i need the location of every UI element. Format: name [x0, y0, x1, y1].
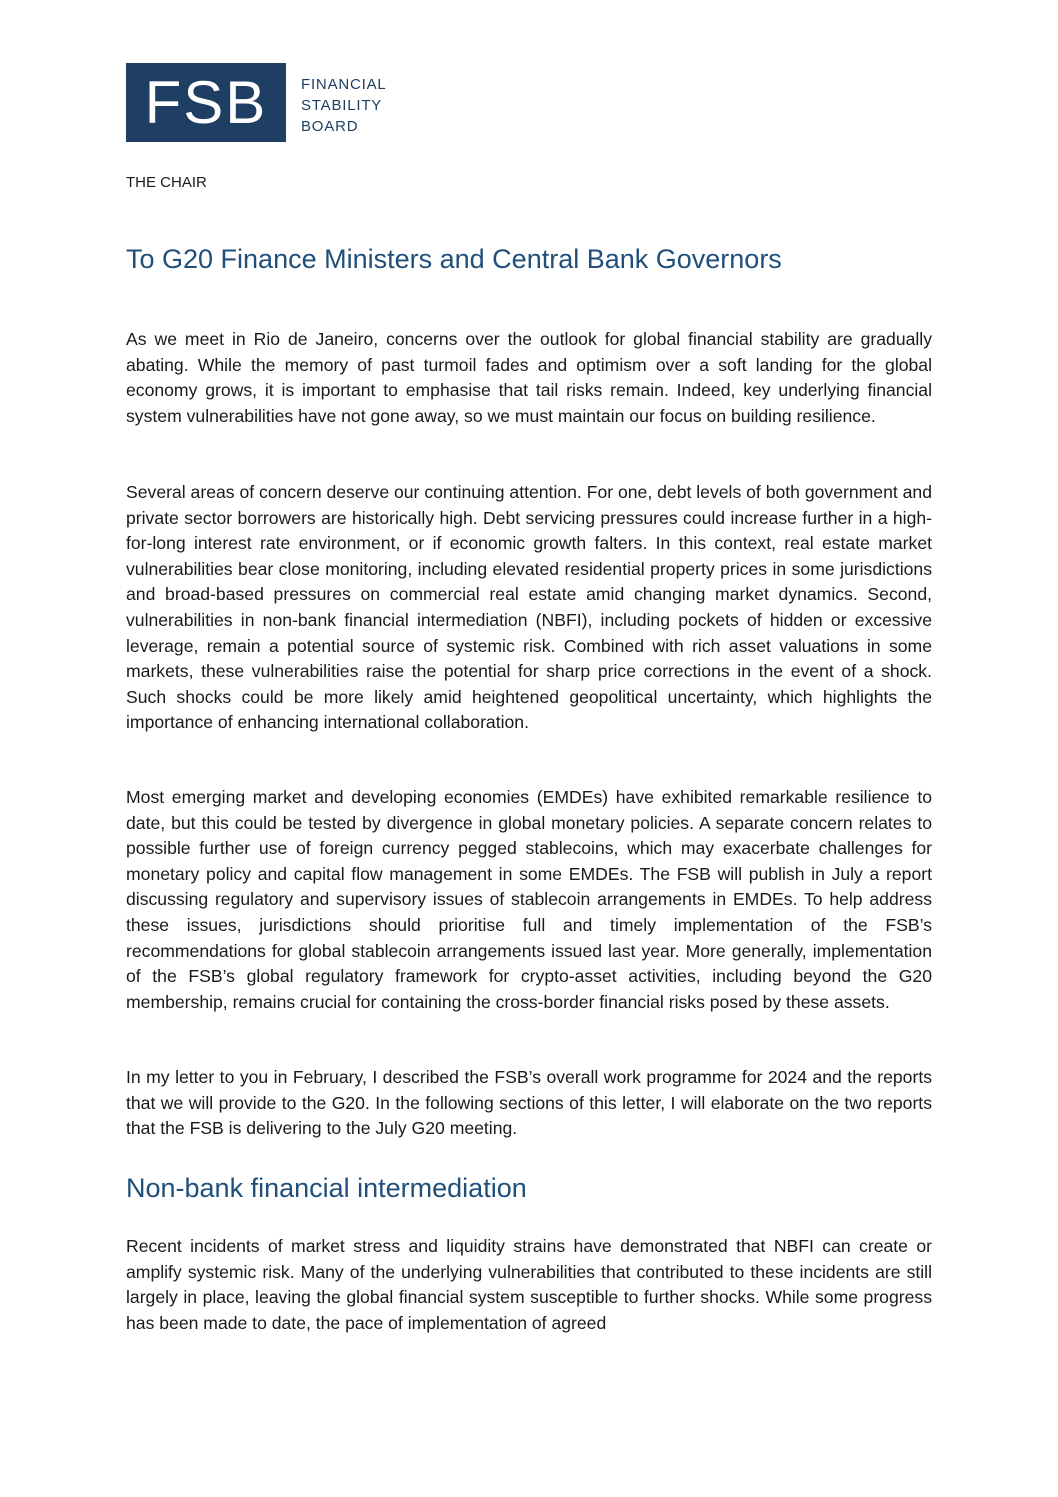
logo-line-financial: FINANCIAL [301, 76, 387, 93]
section-heading: Non-bank financial intermediation [126, 1173, 527, 1203]
sender-label: THE CHAIR [126, 174, 207, 191]
body-paragraph: Most emerging market and developing economies (EMDEs) have exhibited remarkable resilience to date, but this could be tested by divergence in global monetary policies. A separate concern relates to possible further use of foreign currency pegged stablecoins, which may exacerbate challenges for monetary policy and capital flow management in some EMDEs. The FSB will publish in July a report discussing regulatory and supervisory issues of stablecoin arrangements in EMDEs. To help address these issues, jurisdictions should prioritise full and timely implementation of the FSB’s recommendations for global stablecoin arrangements issued last year. More generally, implementation of the FSB’s global regulatory framework for crypto-asset activities, including beyond the G20 membership, remains crucial for containing the cross-border financial risks posed by these assets. [126, 787, 932, 1012]
body-paragraph: In my letter to you in February, I described the FSB’s overall work programme for 2024 and the reports that we will provide to the G20. In the following sections of this letter, I will elaborate on the two reports that the FSB is delivering to the July G20 meeting. [126, 1067, 932, 1139]
logo-line-board: BOARD [301, 118, 359, 135]
logo-mark: FSB [126, 63, 286, 142]
fsb-logo [126, 63, 387, 142]
body-paragraph: Several areas of concern deserve our continuing attention. For one, debt levels of both government and private sector borrowers are historically high. Debt servicing pressures could increase further in a high-for-long interest rate environment, or if economic growth falters. In this context, real estate market vulnerabilities bear close monitoring, including elevated residential property prices in some jurisdictions and broad-based pressures on commercial real estate amid changing market dynamics. Second, vulnerabilities in non-bank financial intermediation (NBFI), including pockets of hidden or excessive leverage, remain a potential source of systemic risk. Combined with rich asset valuations in some markets, these vulnerabilities raise the potential for sharp price corrections in the event of a shock. Such shocks could be more likely amid heightened geopolitical uncertainty, which highlights the importance of enhancing international collaboration. [126, 482, 932, 733]
letter-title: To G20 Finance Ministers and Central Bank Governors [126, 244, 782, 274]
body-paragraph: As we meet in Rio de Janeiro, concerns over the outlook for global financial stability are gradually abating. While the memory of past turmoil fades and optimism over a soft landing for the global economy grows, it is important to emphasise that tail risks remain. Indeed, key underlying financial system vulnerabilities have not gone away, so we must maintain our focus on building resilience. [126, 329, 932, 426]
logo-line-stability: STABILITY [301, 97, 383, 114]
section-paragraph: Recent incidents of market stress and liquidity strains have demonstrated that NBFI can create or amplify systemic risk. Many of the underlying vulnerabilities that contributed to these incidents are still largely in place, leaving the global financial system susceptible to further shocks. While some progress has been made to date, the pace of implementation of agreed [126, 1236, 932, 1333]
logo-wordmark [301, 63, 387, 137]
